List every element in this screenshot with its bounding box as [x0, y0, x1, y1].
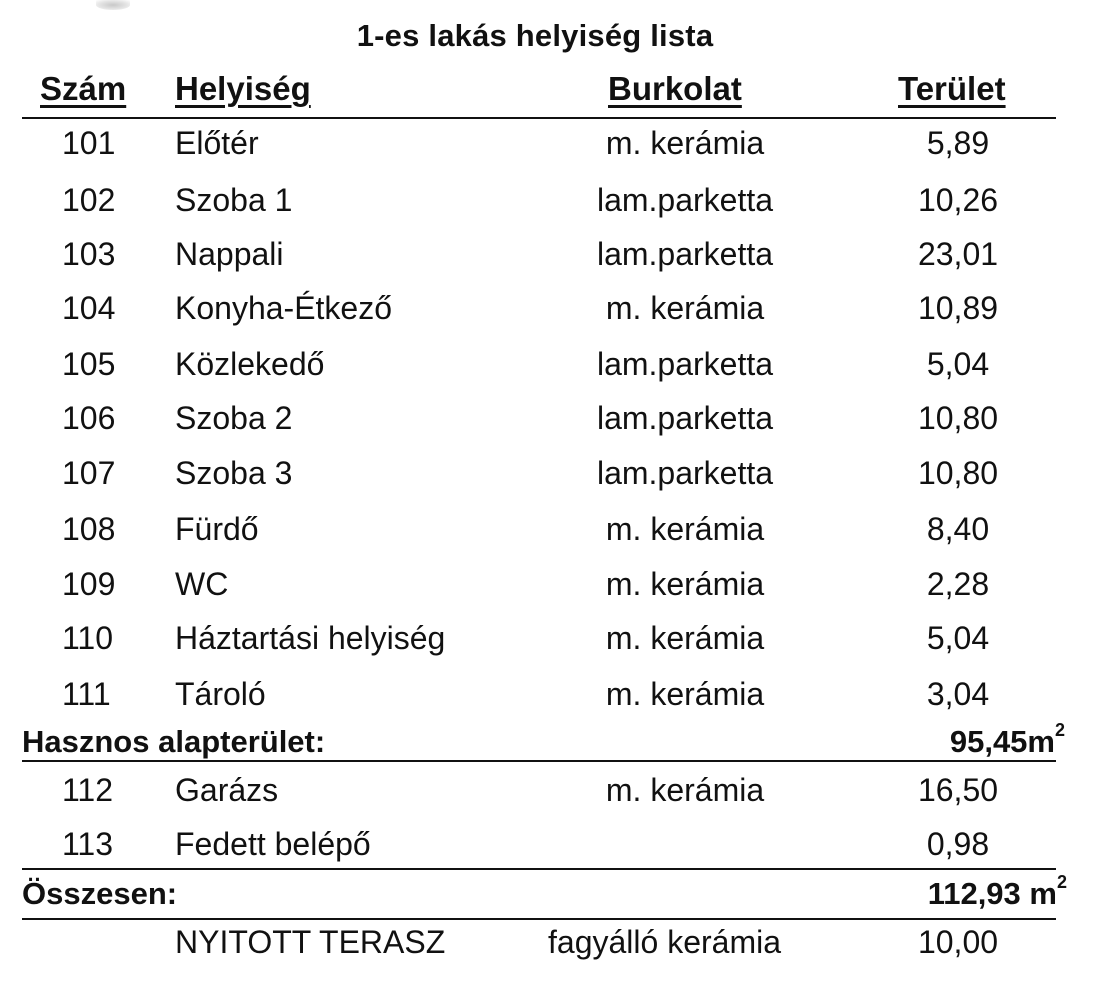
- table-row: [0, 511, 1115, 565]
- room-finish: lam.parketta: [596, 346, 774, 382]
- document-title: 1-es lakás helyiség lista: [356, 18, 714, 53]
- room-name: Tároló: [175, 676, 266, 712]
- room-area: 10,80: [917, 455, 999, 491]
- room-finish: lam.parketta: [596, 182, 774, 218]
- room-name: Garázs: [175, 772, 279, 808]
- room-finish: lam.parketta: [596, 236, 774, 272]
- room-number: 111: [62, 676, 111, 712]
- total-bottom-rule: [22, 918, 1056, 920]
- useful-area-rule: [22, 760, 1056, 762]
- header-num: Szám: [40, 70, 127, 107]
- table-row: [0, 346, 1115, 400]
- room-number: 108: [62, 511, 116, 547]
- room-area: 3,04: [926, 676, 990, 712]
- terrace-finish: fagyálló kerámia: [548, 924, 781, 960]
- room-number: 106: [62, 400, 116, 436]
- room-name: Közlekedő: [175, 346, 325, 382]
- room-number: 101: [62, 125, 116, 161]
- table-row: [0, 290, 1115, 344]
- room-finish: m. kerámia: [605, 620, 765, 656]
- room-name: Szoba 2: [175, 400, 293, 436]
- room-area: 8,40: [926, 511, 990, 547]
- room-area: 0,98: [926, 826, 990, 862]
- room-area: 23,01: [917, 236, 999, 272]
- room-area: 2,28: [926, 566, 990, 602]
- total-value: 112,93 $m^2$: [927, 872, 1067, 911]
- useful-area-unit-exponent: 2: [1054, 720, 1065, 740]
- room-finish: m. kerámia: [605, 125, 765, 161]
- room-finish: lam.parketta: [596, 455, 774, 491]
- room-finish: m. kerámia: [605, 511, 765, 547]
- room-area: 10,26: [917, 182, 999, 218]
- table-row: [0, 566, 1115, 620]
- total-label: Összesen:: [22, 876, 178, 911]
- room-area: 16,50: [917, 772, 999, 808]
- room-number: 102: [62, 182, 116, 218]
- room-number: 109: [62, 566, 116, 602]
- table-row: [0, 182, 1115, 236]
- room-area: 5,04: [926, 620, 990, 656]
- room-number: 107: [62, 455, 116, 491]
- total-top-rule: [22, 868, 1056, 870]
- table-row: [0, 620, 1115, 674]
- room-finish: m. kerámia: [605, 772, 765, 808]
- room-name: Fedett belépő: [175, 826, 371, 862]
- room-number: 103: [62, 236, 116, 272]
- table-row: [0, 236, 1115, 290]
- room-number: 104: [62, 290, 116, 326]
- room-name: Háztartási helyiség: [175, 620, 446, 656]
- room-number: 112: [62, 772, 114, 808]
- terrace-name: NYITOTT TERASZ: [175, 924, 446, 960]
- room-number: 105: [62, 346, 116, 382]
- table-row: [0, 826, 1115, 880]
- room-area: 10,80: [917, 400, 999, 436]
- useful-area-label: Hasznos alapterület:: [22, 724, 326, 759]
- terrace-area: 10,00: [917, 924, 999, 960]
- room-name: Szoba 3: [175, 455, 293, 491]
- room-finish: m. kerámia: [605, 676, 765, 712]
- room-name: Nappali: [175, 236, 284, 272]
- room-name: WC: [175, 566, 229, 602]
- room-area: 5,89: [926, 125, 990, 161]
- room-area: 10,89: [917, 290, 999, 326]
- room-finish: m. kerámia: [605, 290, 765, 326]
- room-finish: lam.parketta: [596, 400, 774, 436]
- header-room: Helyiség: [175, 70, 311, 107]
- header-area: Terület: [898, 70, 1006, 107]
- room-name: Szoba 1: [175, 182, 293, 218]
- room-number: 110: [62, 620, 114, 656]
- table-row: [0, 455, 1115, 509]
- useful-area-value: $95,45m^2$: [949, 720, 1065, 759]
- header-rule: [22, 117, 1056, 119]
- room-name: Konyha-Étkező: [175, 290, 393, 326]
- total-unit-exponent: 2: [1056, 872, 1067, 892]
- table-row: [0, 125, 1115, 179]
- table-row: [0, 400, 1115, 454]
- room-area: 5,04: [926, 346, 990, 382]
- table-row: [0, 676, 1115, 730]
- room-finish: m. kerámia: [605, 566, 765, 602]
- room-number: 113: [62, 826, 114, 862]
- room-name: Előtér: [175, 125, 259, 161]
- room-name: Fürdő: [175, 511, 259, 547]
- header-finish: Burkolat: [608, 70, 742, 107]
- table-row: [0, 772, 1115, 826]
